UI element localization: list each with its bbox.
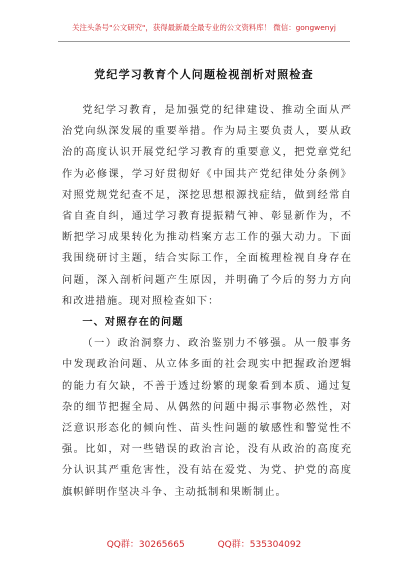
intro-paragraph: 党纪学习教育，是加强党的纪律建设、推动全面从严治党向纵深发展的重要举措。作为局主要负责人，要从政治的高度认识开展党纪学习教育的重要意义，把党章党纪作为必修课，学习好贯彻好《中国共产党纪律处分条例》对照党规党纪查不足，深挖思想根源找症结，做到经常自省自查自纠，通过学习教育提振精气神、彰显新作为，不断把学习成果转化为推动档案方志工作的强大动力。下面我围绕研讨主题，结合实际工作，全面梳理检视自身存在问题，深入剖析问题产生原因，并明确了今后的努力方向和改进措施。现对照检查如下： [62, 105, 352, 307]
section-paragraph: （一）政治洞察力、政治鉴别力不够强。从一般事务中发现政治问题、从立体多面的社会现实中把握政治逻辑的能力有欠缺，不善于透过纷繁的现象看到本质、通过复杂的细节把握全局、从偶然的问题中揭示事物必然性，对泛意识形态化的倾向性、苗头性问题的敏感性和警觉性不强。比如，对一些错误的政治言论，没有从政治的高度充分认识其严重危害性，没有站在爱党、为党、护党的高度旗帜鲜明作坚决斗争、主动抵制和果断制止。 [62, 338, 352, 498]
header-promo-text: 关注头条号"公文研究"，获得最新最全最专业的公文资料库！ 微信：gongwenyj [72, 23, 336, 32]
section-heading: 一、对照存在的问题 [82, 317, 184, 329]
document-body [62, 100, 352, 503]
footer [0, 537, 408, 550]
footer-qq-group-1: QQ群：30265665 [106, 540, 185, 550]
header-divider [58, 41, 350, 42]
document-title: 党纪学习教育个人问题检视剖析对照检查 [94, 68, 314, 81]
footer-qq-group-2: QQ群：535304092 [217, 540, 302, 550]
